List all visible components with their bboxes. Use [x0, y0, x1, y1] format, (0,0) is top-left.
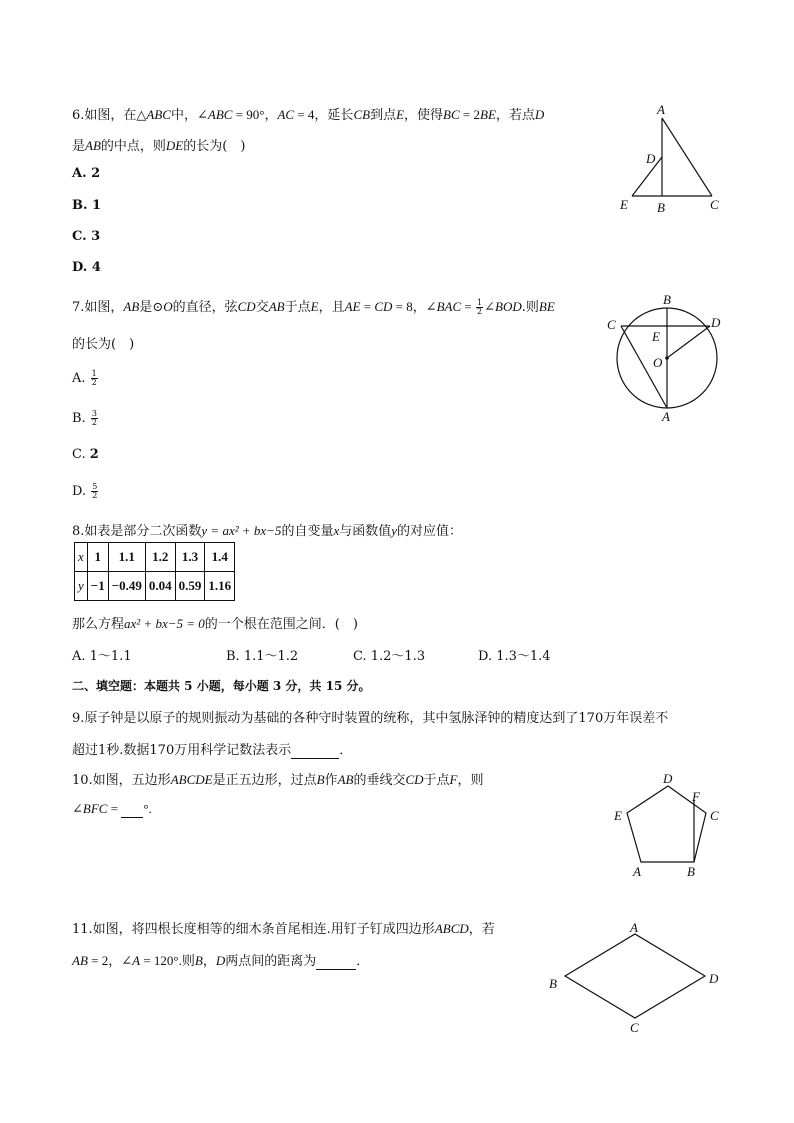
q6-label-d: D	[646, 151, 656, 166]
q10-label-b: B	[687, 864, 695, 879]
table-cell: 1.3	[175, 543, 205, 572]
q8-option-d[interactable]: D. 1.3～1.4	[478, 649, 551, 664]
table-row	[75, 543, 235, 572]
q9-answer-blank[interactable]	[291, 743, 339, 759]
q10-line1: 10.如图，五边形ABCDE是正五边形，过点B作AB的垂线交CD于点F，则	[72, 772, 484, 788]
table-cell: 1.4	[205, 543, 235, 572]
q11-line1: 11.如图，将四根长度相等的细木条首尾相连.用钉子钉成四边形ABCD，若	[72, 921, 495, 937]
q9-line1: 9.原子钟是以原子的规则振动为基础的各种守时装置的统称，其中氢脉泽钟的精度达到了170万年误差不	[72, 711, 669, 726]
q6-option-d[interactable]: D. 4	[72, 260, 101, 275]
q7-label-a: A	[662, 409, 670, 424]
q11-label-b: B	[549, 976, 557, 991]
q11-rhombus-figure	[545, 918, 730, 1038]
q7-line1: 7.如图，AB是⊙O的直径，弦CD交AB于点E，且AE = CD = 8，∠BAC = $\frac{1}{2}$ ∠BOD.则BE	[72, 298, 555, 316]
section-heading: 二、填空题：本题共 5 小题，每小题 3 分，共 15 分。	[72, 679, 371, 693]
q8-value-table	[74, 542, 235, 601]
q11-label-a: A	[630, 920, 638, 935]
q10-label-a: A	[633, 864, 641, 879]
table-cell: y	[75, 572, 88, 601]
q6-triangle-figure	[610, 100, 740, 220]
q6-line2: 是AB的中点，则DE的长为( )	[72, 138, 246, 154]
q7-label-e: E	[652, 329, 660, 344]
table-cell: 1.16	[205, 572, 235, 601]
q7-label-d: D	[711, 315, 721, 330]
table-cell: −0.49	[108, 572, 145, 601]
q10-label-c: C	[710, 808, 719, 823]
q8-option-b[interactable]: B. 1.1～1.2	[226, 649, 299, 664]
q7-option-a[interactable]: A. $\frac{1}{2}$	[72, 369, 97, 387]
table-cell: x	[75, 543, 88, 572]
q7-option-b[interactable]: B. $\frac{3}{2}$	[72, 409, 97, 427]
q7-circle-figure	[605, 290, 730, 425]
q7-line2: 的长为( )	[72, 337, 135, 352]
table-cell: 0.59	[175, 572, 205, 601]
q7-label-o: O	[653, 355, 663, 370]
q10-answer-blank[interactable]	[121, 802, 143, 818]
q6-label-c: C	[710, 197, 719, 212]
table-cell: 1.1	[108, 543, 145, 572]
q10-label-e: E	[614, 808, 622, 823]
q7-label-b: B	[663, 292, 671, 307]
q6-label-e: E	[620, 197, 628, 212]
q7-label-c: C	[607, 317, 616, 332]
q6-label-a: A	[657, 102, 665, 117]
q6-option-a[interactable]: A. 2	[72, 166, 101, 181]
q10-line2: ∠BFC = °.	[72, 801, 152, 816]
table-cell: 1	[87, 543, 108, 572]
q8-option-c[interactable]: C. 1.2～1.3	[353, 649, 426, 664]
q8-option-a[interactable]: A. 1～1.1	[72, 649, 132, 664]
q6-label-b: B	[657, 200, 665, 215]
q11-label-c: C	[630, 1020, 639, 1035]
q9-line2: 超过1秒.数据170万用科学记数法表示 ．	[72, 743, 353, 758]
q10-pentagon-figure	[608, 770, 728, 882]
q11-answer-blank[interactable]	[316, 954, 356, 970]
q6-option-c[interactable]: C. 3	[72, 229, 101, 244]
q10-label-f: F	[692, 789, 700, 804]
q6-line1: 6.如图，在△ABC中，∠ABC = 90°，AC = 4，延长CB到点E，使得BC = 2BE，若点D	[72, 107, 545, 123]
q11-line2: AB = 2，∠A = 120°.则B，D两点间的距离为 ．	[72, 953, 370, 969]
table-cell: −1	[87, 572, 108, 601]
q6-option-b[interactable]: B. 1	[72, 198, 102, 213]
table-cell: 0.04	[145, 572, 175, 601]
q7-option-a-fraction: $\frac{1}{2}$	[91, 369, 97, 387]
q7-half-fraction: $\frac{1}{2}$	[477, 298, 483, 316]
q8-line1: 8.如表是部分二次函数y = ax² + bx−5的自变量x与函数值y的对应值：	[72, 523, 463, 539]
table-row	[75, 572, 235, 601]
q7-option-d[interactable]: D. $\frac{5}{2}$	[72, 482, 98, 500]
q11-label-d: D	[709, 971, 719, 986]
q7-option-d-fraction: $\frac{5}{2}$	[92, 482, 98, 500]
table-cell: 1.2	[145, 543, 175, 572]
q8-question: 那么方程ax² + bx−5 = 0的一个根在范围之间．( )	[72, 616, 358, 632]
q10-label-d: D	[663, 771, 673, 786]
q7-option-c[interactable]: C. 2	[72, 447, 99, 462]
q7-option-b-fraction: $\frac{3}{2}$	[91, 409, 97, 427]
